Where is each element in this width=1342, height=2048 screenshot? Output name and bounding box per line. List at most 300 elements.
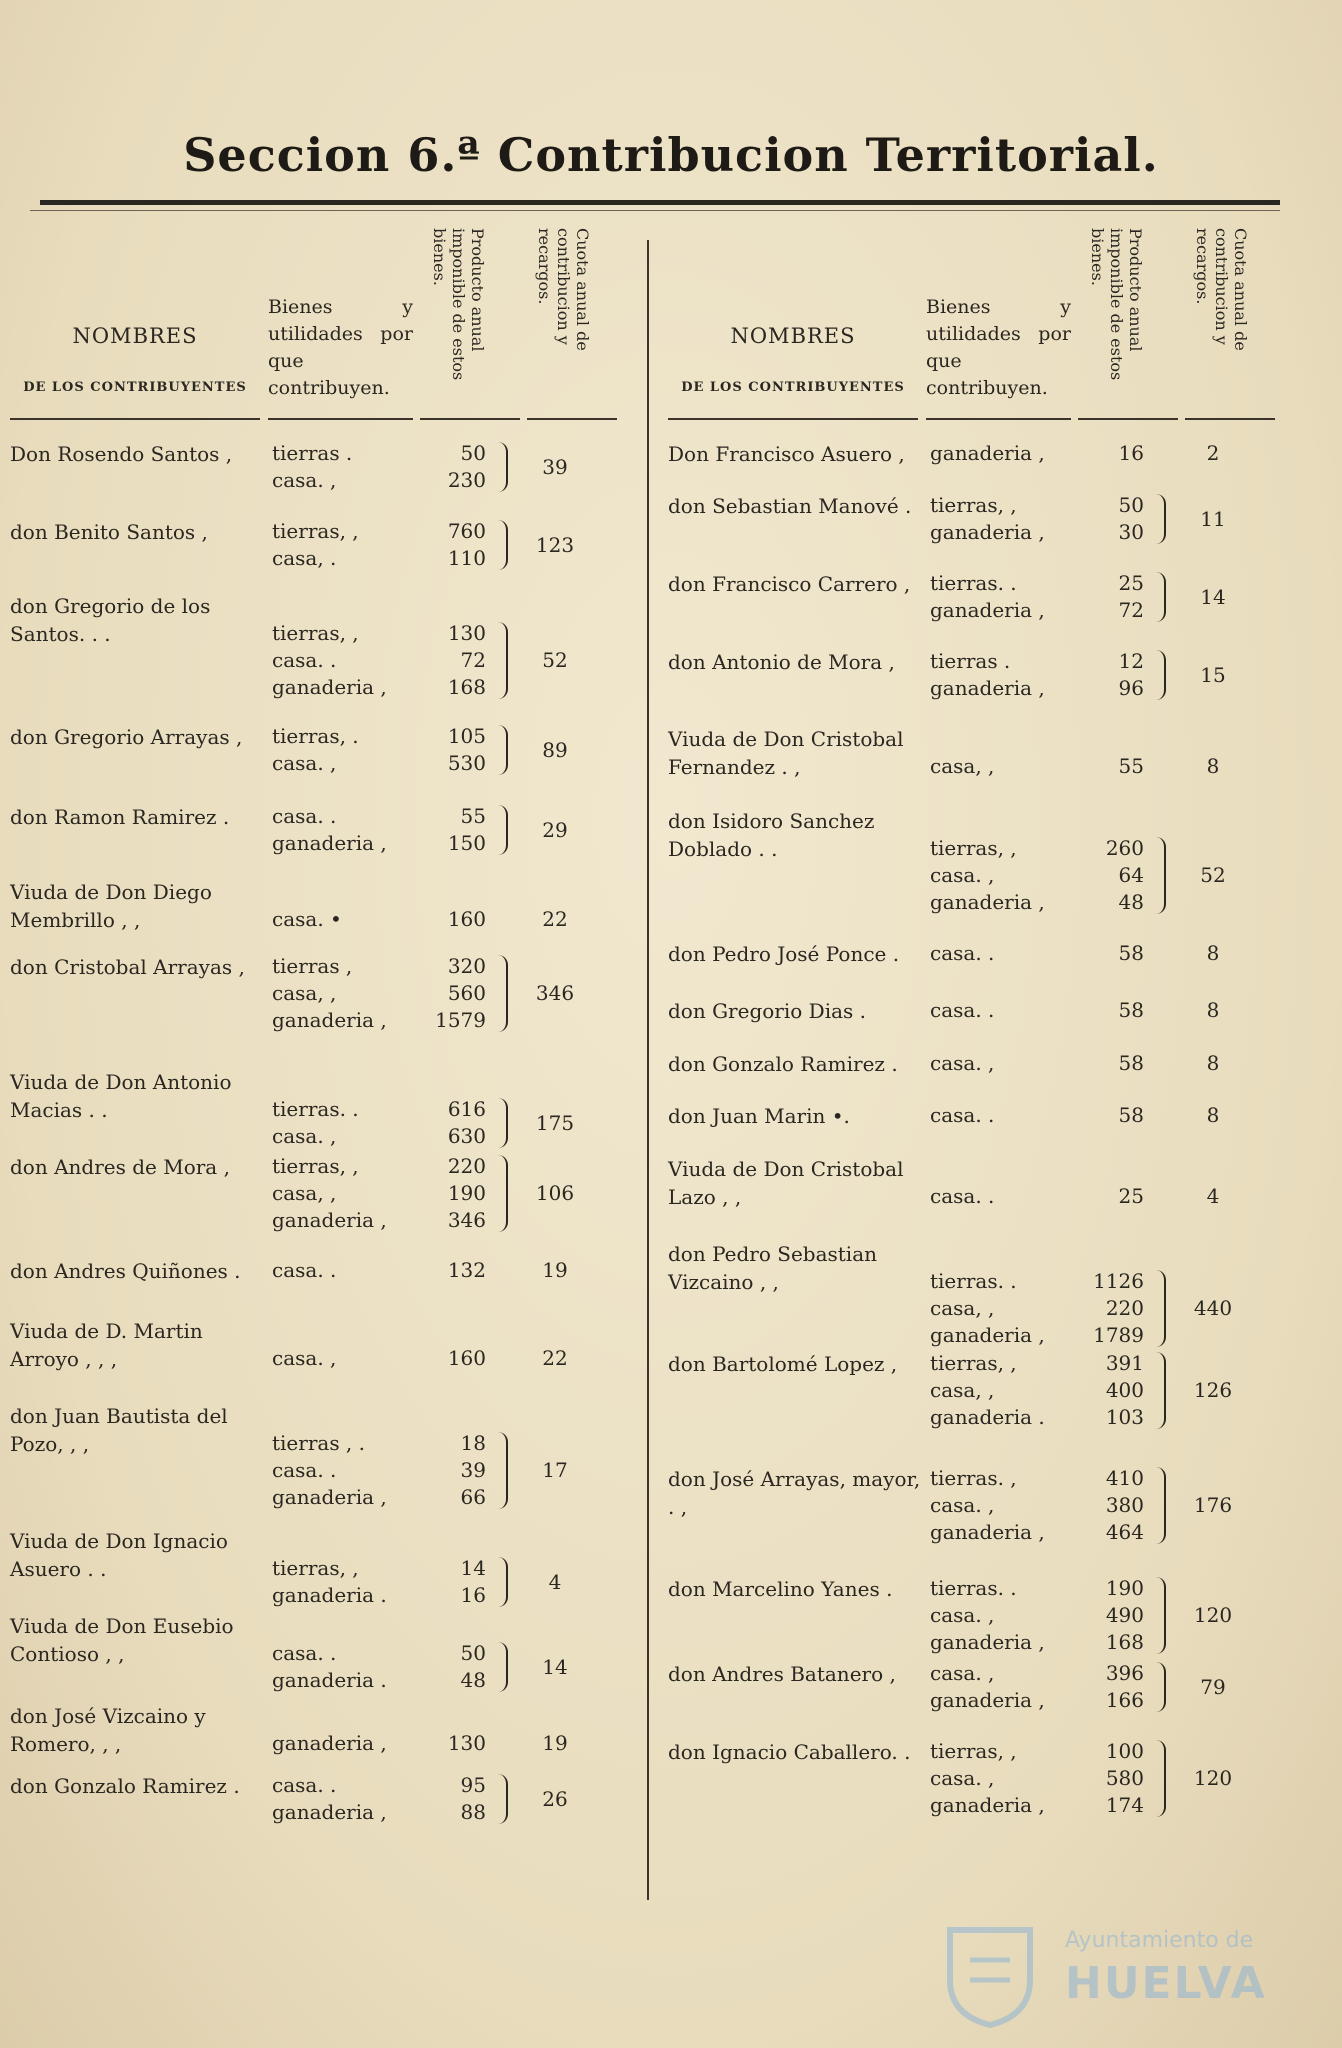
quota-value: 11 (1200, 506, 1226, 531)
product-values (1080, 997, 1162, 1024)
product-values (422, 1772, 504, 1826)
property-item: ganaderia , (272, 831, 387, 855)
property-item: tierras , (272, 954, 353, 978)
quota-value: 4 (548, 1569, 562, 1594)
product-value: 25 (1118, 1184, 1144, 1208)
product-value: 96 (1118, 676, 1144, 700)
property-item: ganaderia , (930, 676, 1045, 700)
grouping-brace (498, 1642, 508, 1692)
product-value: 168 (447, 675, 486, 699)
quota-value: 52 (1200, 863, 1226, 887)
contributor-name: don José Arrayas, mayor, . , (668, 1467, 921, 1519)
product-values (1080, 1465, 1162, 1546)
header-underline (268, 418, 413, 420)
grouping-brace (1156, 494, 1166, 544)
product-value: 464 (1105, 1520, 1144, 1544)
product-value: 391 (1105, 1351, 1144, 1375)
product-values (1080, 1738, 1162, 1819)
grouping-brace (498, 1155, 508, 1232)
product-values (422, 1730, 504, 1757)
grouping-brace (1156, 1662, 1166, 1712)
property-item: tierras, , (272, 1154, 359, 1178)
property-list (930, 997, 1080, 1024)
property-item: casa. . (930, 1103, 995, 1127)
grouping-brace (1156, 1467, 1166, 1544)
quota-value: 106 (535, 1181, 575, 1205)
watermark-line2: HUELVA (1065, 1958, 1267, 2009)
property-list (272, 1257, 422, 1284)
grouping-brace (1156, 572, 1166, 622)
product-value: 560 (447, 981, 486, 1005)
property-item: tierras. . (272, 1097, 359, 1121)
product-values (422, 803, 504, 857)
property-item: ganaderia , (930, 1520, 1045, 1544)
product-value: 95 (460, 1773, 486, 1797)
quota-value: 126 (1193, 1378, 1233, 1402)
contributor-name: don Gregorio Dias . (668, 999, 866, 1023)
property-item: casa. . (272, 804, 337, 828)
contributor-name: don Ramon Ramirez . (10, 805, 230, 829)
property-item: casa. . (272, 1641, 337, 1665)
property-item: tierras. . (930, 571, 1017, 595)
grouping-brace (498, 520, 508, 570)
property-item: tierras , . (272, 1431, 366, 1455)
property-item: ganaderia , (272, 1731, 387, 1755)
product-values (422, 1096, 504, 1150)
header-bienes: Bienes y utilidades por que contribuyen. (268, 296, 413, 399)
contributor-name: Don Francisco Asuero , (668, 442, 905, 466)
property-item: casa. . (930, 941, 995, 965)
product-value: 58 (1118, 998, 1144, 1022)
property-item: ganaderia , (930, 1688, 1045, 1712)
grouping-brace (1156, 1577, 1166, 1654)
product-value: 48 (460, 1668, 486, 1692)
property-list (930, 1050, 1080, 1077)
product-values (422, 1345, 504, 1372)
product-values (1080, 1102, 1162, 1129)
product-value: 130 (447, 1731, 486, 1755)
product-value: 58 (1118, 1103, 1144, 1127)
contributor-name: Viuda de D. Martin Arroyo , , , (10, 1319, 203, 1371)
property-item: ganaderia , (930, 1323, 1045, 1347)
contributor-name: don Sebastian Manové . (668, 494, 912, 518)
property-item: casa. . (930, 1184, 995, 1208)
contributor-name: don Marcelino Yanes . (668, 1577, 893, 1601)
contributor-name: don Juan Bautista del Pozo, , , (10, 1404, 228, 1456)
property-item: tierras. , (930, 1466, 1017, 1490)
product-value: 58 (1118, 941, 1144, 965)
quota-value: 8 (1206, 754, 1220, 778)
quota-value: 22 (542, 1346, 568, 1370)
product-value: 110 (447, 546, 486, 570)
contributor-name: Viuda de Don Cristobal Fernandez . , (668, 727, 904, 779)
product-value: 230 (447, 468, 486, 492)
product-value: 14 (460, 1556, 486, 1580)
quota-value: 17 (542, 1458, 568, 1482)
contributor-name: Viuda de Don Eusebio Contioso , , (10, 1614, 234, 1666)
property-item: casa. . (272, 1258, 337, 1282)
product-value: 50 (460, 1641, 486, 1665)
property-item: casa. , (272, 468, 337, 492)
property-item: ganaderia , (272, 1485, 387, 1509)
property-list (272, 518, 422, 572)
property-list (930, 1660, 1080, 1714)
contributor-name: don Andres Batanero , (668, 1662, 896, 1686)
contributor-name: don Gonzalo Ramirez . (668, 1052, 898, 1076)
property-item: tierras. . (930, 1269, 1017, 1293)
contributor-name: don Juan Marin •. (668, 1104, 850, 1128)
property-item: ganaderia . (930, 1405, 1045, 1429)
product-value: 25 (1118, 571, 1144, 595)
product-value: 103 (1105, 1405, 1144, 1429)
product-value: 132 (447, 1258, 486, 1282)
product-values (422, 1153, 504, 1234)
grouping-brace (498, 1098, 508, 1148)
property-item: tierras, , (272, 621, 359, 645)
quota-value: 175 (535, 1110, 575, 1135)
property-list (930, 1738, 1080, 1819)
contributor-name: Viuda de Don Ignacio Asuero . . (10, 1529, 228, 1581)
property-item: casa. . (930, 998, 995, 1022)
product-value: 174 (1105, 1793, 1144, 1817)
grouping-brace (498, 955, 508, 1032)
header-contribuyentes: DE LOS CONTRIBUYENTES (23, 380, 247, 395)
product-values (1080, 570, 1162, 624)
product-values (1080, 753, 1162, 780)
contributor-name: don Isidoro Sanchez Doblado . . (668, 809, 875, 861)
contributor-name: Don Rosendo Santos , (10, 442, 233, 466)
property-item: tierras, , (930, 836, 1017, 860)
property-item: casa. , (930, 1661, 995, 1685)
product-value: 88 (460, 1800, 486, 1824)
product-value: 220 (447, 1154, 486, 1178)
grouping-brace (498, 1432, 508, 1509)
property-list (272, 1345, 422, 1372)
product-values (1080, 1183, 1162, 1210)
product-value: 220 (1105, 1296, 1144, 1320)
quota-value: 8 (1206, 1103, 1220, 1127)
product-value: 30 (1118, 520, 1144, 544)
product-value: 130 (447, 621, 486, 645)
product-values (422, 953, 504, 1034)
quota-value: 15 (1200, 662, 1226, 687)
property-item: casa. , (272, 1124, 337, 1148)
product-value: 72 (460, 648, 486, 672)
product-values (1080, 1350, 1162, 1431)
grouping-brace (1156, 1352, 1166, 1429)
property-item: tierras, , (930, 1739, 1017, 1763)
product-value: 12 (1118, 649, 1144, 673)
property-item: casa. . (272, 1458, 337, 1482)
product-value: 1579 (435, 1008, 486, 1032)
property-list (272, 906, 422, 933)
product-value: 18 (460, 1431, 486, 1455)
quota-value: 120 (1193, 1603, 1233, 1627)
title-rule-thin (30, 210, 1280, 211)
product-value: 1789 (1093, 1323, 1144, 1347)
property-item: tierras, , (930, 1351, 1017, 1375)
product-value: 168 (1105, 1630, 1144, 1654)
property-item: casa, , (272, 1181, 337, 1205)
product-values (1080, 1660, 1162, 1714)
property-item: casa, , (930, 754, 995, 778)
product-value: 530 (447, 751, 486, 775)
property-list (930, 1575, 1080, 1656)
header-producto: Producto anual imponible de estos bienes. (1088, 228, 1145, 381)
quota-value: 14 (1200, 584, 1226, 609)
contributor-name: don Pedro Sebastian Vizcaino , , (668, 1242, 878, 1294)
property-item: casa. , (272, 1346, 337, 1370)
property-list (930, 1350, 1080, 1431)
property-item: casa. , (930, 1603, 995, 1627)
product-value: 630 (447, 1124, 486, 1148)
product-value: 55 (1118, 754, 1144, 778)
property-item: ganaderia , (930, 520, 1045, 544)
property-list (272, 1640, 422, 1694)
product-value: 396 (1105, 1661, 1144, 1685)
column-divider (647, 240, 649, 1900)
property-item: tierras . (930, 649, 1011, 673)
quota-value: 2 (1206, 441, 1220, 465)
product-value: 16 (460, 1583, 486, 1607)
product-value: 616 (447, 1097, 486, 1121)
product-value: 346 (447, 1208, 486, 1232)
property-item: casa. , (930, 863, 995, 887)
contributor-name: don Pedro José Ponce . (668, 942, 900, 966)
property-item: casa, , (930, 1296, 995, 1320)
product-value: 39 (460, 1458, 486, 1482)
property-item: tierras, . (272, 724, 359, 748)
contributor-name: don Cristobal Arrayas , (10, 955, 245, 979)
product-value: 58 (1118, 1051, 1144, 1075)
product-value: 410 (1105, 1466, 1144, 1490)
contributor-name: don Andres de Mora , (10, 1155, 230, 1179)
property-item: ganaderia , (930, 441, 1045, 465)
header-underline (10, 418, 260, 420)
product-value: 50 (1118, 493, 1144, 517)
header-underline (420, 418, 520, 420)
product-value: 48 (1118, 890, 1144, 914)
property-list (272, 803, 422, 857)
property-list (930, 753, 1080, 780)
grouping-brace (1156, 837, 1166, 914)
property-item: ganaderia , (930, 1793, 1045, 1817)
grouping-brace (498, 725, 508, 775)
product-value: 400 (1105, 1378, 1144, 1402)
grouping-brace (498, 805, 508, 855)
product-value: 66 (460, 1485, 486, 1509)
product-values (422, 1640, 504, 1694)
property-list (930, 940, 1080, 967)
quota-value: 19 (542, 1731, 568, 1755)
quota-value: 176 (1193, 1493, 1233, 1517)
shield-icon (935, 1920, 1045, 2030)
product-value: 72 (1118, 598, 1144, 622)
quota-value: 29 (542, 817, 568, 842)
product-value: 760 (447, 519, 486, 543)
quota-value: 8 (1206, 941, 1220, 965)
property-item: ganaderia , (930, 598, 1045, 622)
product-value: 160 (447, 907, 486, 931)
product-values (1080, 1050, 1162, 1077)
property-list (272, 723, 422, 777)
product-values (422, 1555, 504, 1609)
header-nombres: NOMBRES (730, 324, 856, 348)
property-item: tierras. . (930, 1576, 1017, 1600)
product-values (1080, 1575, 1162, 1656)
property-item: casa. , (930, 1051, 995, 1075)
property-list (272, 1555, 422, 1609)
product-values (422, 620, 504, 701)
quota-value: 19 (542, 1258, 568, 1282)
product-value: 320 (447, 954, 486, 978)
property-item: tierras, , (272, 519, 359, 543)
property-list (272, 1430, 422, 1511)
property-item: ganaderia , (272, 1800, 387, 1824)
property-item: ganaderia , (272, 675, 387, 699)
product-values (1080, 940, 1162, 967)
property-item: tierras, , (930, 493, 1017, 517)
property-list (930, 1183, 1080, 1210)
product-values (422, 440, 504, 494)
header-underline (1078, 418, 1178, 420)
quota-value: 120 (1193, 1766, 1233, 1790)
quota-value: 4 (1206, 1184, 1220, 1208)
property-item: casa. . (272, 648, 337, 672)
quota-value: 39 (542, 454, 568, 479)
product-value: 166 (1105, 1688, 1144, 1712)
header-underline (668, 418, 918, 420)
grouping-brace (1156, 650, 1166, 700)
property-item: casa, , (272, 981, 337, 1005)
property-list (930, 440, 1080, 467)
contributor-name: don Bartolomé Lopez , (668, 1352, 898, 1376)
product-value: 490 (1105, 1603, 1144, 1627)
property-list (272, 1096, 422, 1150)
product-value: 100 (1105, 1739, 1144, 1763)
property-item: ganaderia . (272, 1668, 387, 1692)
property-list (272, 1730, 422, 1757)
product-values (422, 1257, 504, 1284)
contributor-name: Viuda de Don Diego Membrillo , , (10, 880, 212, 932)
product-value: 160 (447, 1346, 486, 1370)
header-bienes: Bienes y utilidades por que contribuyen. (926, 296, 1071, 399)
property-item: ganaderia , (930, 1630, 1045, 1654)
contributor-name: don Andres Quiñones . (10, 1259, 241, 1283)
grouping-brace (1156, 1740, 1166, 1817)
property-list (930, 1465, 1080, 1546)
product-value: 64 (1118, 863, 1144, 887)
header-nombres: NOMBRES (72, 324, 198, 348)
property-item: tierras . (272, 441, 353, 465)
property-list (930, 835, 1080, 916)
product-values (1080, 440, 1162, 467)
product-value: 580 (1105, 1766, 1144, 1790)
header-producto: Producto anual imponible de estos bienes. (430, 228, 487, 381)
property-item: ganaderia . (272, 1583, 387, 1607)
product-value: 105 (447, 724, 486, 748)
contributor-name: don Gonzalo Ramirez . (10, 1774, 240, 1798)
contributor-name: Viuda de Don Antonio Macias . . (10, 1070, 232, 1122)
contributor-name: don Benito Santos , (10, 520, 208, 544)
header-underline (1185, 418, 1275, 420)
product-value: 16 (1118, 441, 1144, 465)
grouping-brace (498, 442, 508, 492)
property-item: casa. , (930, 1493, 995, 1517)
property-list (272, 620, 422, 701)
grouping-brace (498, 1774, 508, 1824)
property-item: casa. , (930, 1766, 995, 1790)
quota-value: 22 (542, 907, 568, 931)
header-contribuyentes: DE LOS CONTRIBUYENTES (681, 380, 905, 395)
product-value: 260 (1105, 836, 1144, 860)
property-item: casa, , (930, 1378, 995, 1402)
property-item: ganaderia , (272, 1008, 387, 1032)
contributor-name: don Francisco Carrero , (668, 572, 911, 596)
product-values (422, 518, 504, 572)
grouping-brace (498, 1557, 508, 1607)
product-values (1080, 835, 1162, 916)
property-list (930, 648, 1080, 702)
property-item: casa. , (272, 751, 337, 775)
property-list (272, 1153, 422, 1234)
contributor-name: don José Vizcaino y Romero, , , (10, 1704, 206, 1756)
contributor-name: Viuda de Don Cristobal Lazo , , (668, 1157, 904, 1209)
product-values (422, 906, 504, 933)
product-value: 1126 (1093, 1269, 1144, 1293)
header-underline (527, 418, 617, 420)
property-list (930, 570, 1080, 624)
grouping-brace (1156, 1270, 1166, 1347)
product-value: 190 (447, 1181, 486, 1205)
quota-value: 14 (542, 1654, 568, 1679)
grouping-brace (498, 622, 508, 699)
quota-value: 8 (1206, 998, 1220, 1022)
quota-value: 440 (1193, 1296, 1233, 1320)
product-values (1080, 492, 1162, 546)
product-value: 50 (460, 441, 486, 465)
property-list (930, 1268, 1080, 1349)
product-values (422, 1430, 504, 1511)
property-list (272, 1772, 422, 1826)
product-value: 150 (447, 831, 486, 855)
watermark (935, 1920, 1315, 2030)
property-item: casa. • (272, 907, 342, 931)
property-list (272, 953, 422, 1034)
contributor-name: don Gregorio Arrayas , (10, 725, 243, 749)
property-list (272, 440, 422, 494)
property-item: casa, . (272, 546, 337, 570)
quota-value: 123 (535, 532, 575, 557)
title-rule (40, 200, 1280, 205)
quota-value: 79 (1200, 1674, 1226, 1699)
header-cuota: Cuota anual de contribucion y recargos. (1193, 228, 1250, 351)
property-item: ganaderia , (930, 890, 1045, 914)
quota-value: 89 (542, 737, 568, 762)
contributor-name: don Antonio de Mora , (668, 650, 895, 674)
quota-value: 26 (542, 1786, 568, 1811)
contributor-name: don Gregorio de los Santos. . . (10, 594, 211, 646)
property-list (930, 492, 1080, 546)
product-values (1080, 1268, 1162, 1349)
property-item: tierras, , (272, 1556, 359, 1580)
page-title: Seccion 6.ª Contribucion Territorial. (183, 128, 1159, 182)
watermark-line1: Ayuntamiento de (1065, 1928, 1254, 1953)
quota-value: 346 (535, 981, 575, 1005)
product-value: 380 (1105, 1493, 1144, 1517)
quota-value: 52 (542, 648, 568, 672)
product-values (422, 723, 504, 777)
